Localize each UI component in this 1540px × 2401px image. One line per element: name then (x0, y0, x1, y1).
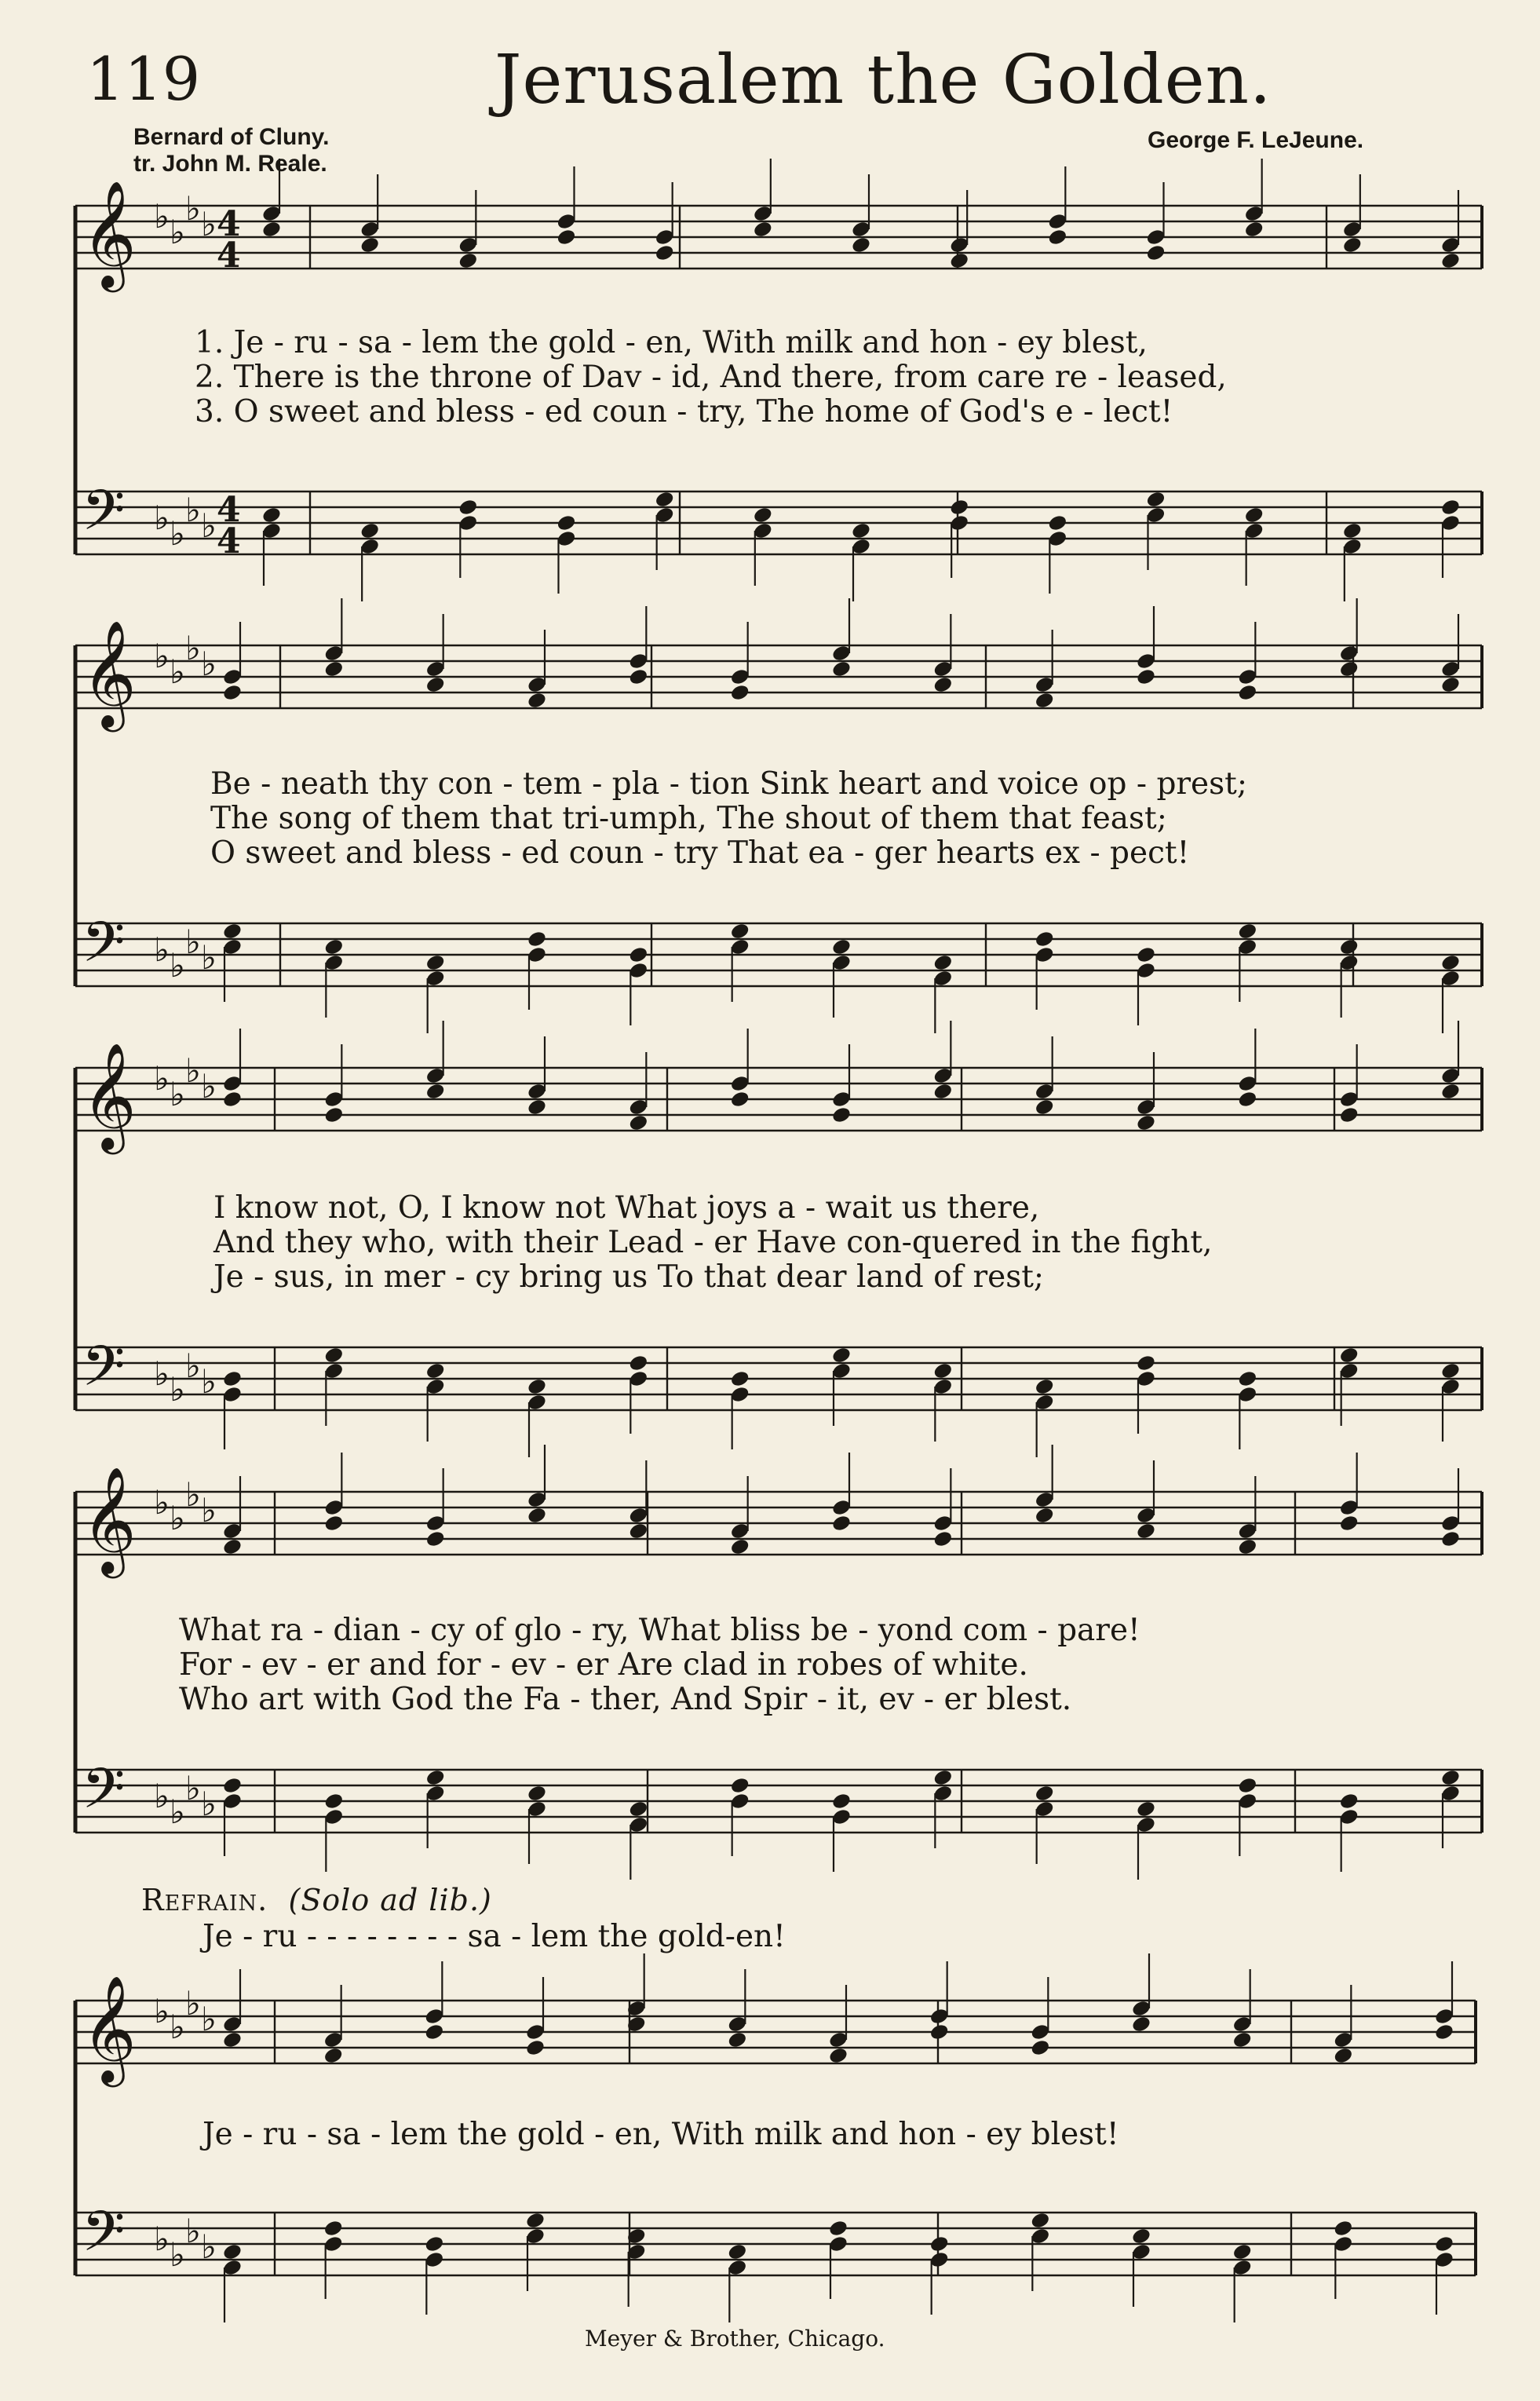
treble-clef: 𝄞 (82, 1041, 137, 1149)
flat-sign: ♭ (154, 637, 170, 675)
treble-clef: 𝄞 (82, 1974, 137, 2082)
note-head (654, 243, 675, 262)
note-head (1338, 660, 1359, 678)
note-head (729, 1090, 750, 1109)
note-head (949, 498, 970, 517)
note-head (458, 498, 479, 517)
note-head (1338, 1514, 1359, 1533)
bass-clef: 𝄢 (82, 478, 126, 557)
note-head (222, 1537, 243, 1556)
note-head (1341, 521, 1363, 540)
note-head (628, 945, 649, 964)
note-head (1237, 1776, 1258, 1795)
note-head (628, 1800, 649, 1818)
note-head (424, 2235, 445, 2253)
note-head (628, 667, 649, 686)
flat-sign: ♭ (154, 2220, 170, 2258)
note-head (1434, 2235, 1455, 2253)
note-head (1136, 1800, 1157, 1818)
note-head (1440, 1529, 1462, 1548)
verse-2-line-1: 2. There is the throne of Dav - id, And there, from care re - leased, (195, 360, 1227, 395)
note-head (556, 228, 577, 247)
note-head (1338, 937, 1359, 956)
note-head (1440, 1768, 1462, 1787)
note-head (1034, 691, 1055, 710)
note-head (628, 1113, 649, 1132)
note-head (831, 1514, 852, 1533)
note-head (1338, 1792, 1359, 1811)
note-head (1243, 220, 1264, 239)
composer-credit: George F. LeJeune. (1148, 127, 1364, 153)
note-head (525, 2038, 546, 2057)
note-head (1243, 506, 1264, 524)
refrain-direction: (Solo ad lib.) (288, 1883, 492, 1917)
note-head (425, 1361, 446, 1380)
bass-clef: 𝄢 (82, 1756, 126, 1835)
note-head (932, 1768, 954, 1787)
flat-sign: ♭ (185, 1475, 201, 1514)
flat-sign: ♭ (201, 2227, 217, 2266)
flat-sign: ♭ (201, 2000, 217, 2038)
flat-sign: ♭ (201, 1067, 217, 1105)
note-head (1232, 2242, 1253, 2261)
note-head (929, 2235, 950, 2253)
note-head (1237, 683, 1258, 702)
note-head (425, 1768, 446, 1787)
note-head (932, 1361, 954, 1380)
flat-sign: ♭ (185, 491, 201, 529)
note-head (424, 2023, 445, 2041)
note-head (527, 1506, 548, 1525)
note-head (527, 1098, 548, 1116)
flat-sign: ♭ (154, 1992, 170, 2030)
note-head (458, 251, 479, 270)
note-head (932, 1082, 954, 1101)
note-head (1440, 498, 1462, 517)
flat-sign: ♭ (170, 2235, 185, 2274)
verse-2-line-2: The song of them that tri-umph, The shout of them that feast; (210, 801, 1167, 836)
note-head (628, 1354, 649, 1372)
page-number: 119 (86, 44, 201, 114)
note-head (527, 930, 548, 948)
time-signature-top: 4 (217, 490, 241, 530)
note-head (729, 922, 750, 941)
note-head (1034, 930, 1055, 948)
note-head (831, 1105, 852, 1124)
note-head (949, 251, 970, 270)
note-head (1131, 2227, 1152, 2246)
hymn-title: Jerusalem the Golden. (494, 41, 1272, 119)
flat-sign: ♭ (154, 1059, 170, 1098)
flat-sign: ♭ (154, 1354, 170, 1393)
flat-sign: ♭ (201, 1491, 217, 1529)
flat-sign: ♭ (170, 514, 185, 553)
note-head (752, 506, 773, 524)
note-head (359, 236, 381, 254)
note-head (729, 1537, 750, 1556)
flat-sign: ♭ (201, 645, 217, 683)
note-head (425, 675, 446, 694)
note-head (1434, 2023, 1455, 2041)
note-head (1440, 675, 1462, 694)
note-head (261, 220, 283, 239)
note-head (1341, 236, 1363, 254)
flat-sign: ♭ (201, 506, 217, 545)
flat-sign: ♭ (185, 1769, 201, 1807)
note-head (1136, 1354, 1157, 1372)
flat-sign: ♭ (154, 1777, 170, 1815)
note-head (932, 1529, 954, 1548)
note-head (932, 953, 954, 972)
flat-sign: ♭ (170, 1075, 185, 1113)
flat-sign: ♭ (185, 923, 201, 961)
note-head (932, 675, 954, 694)
note-head (654, 490, 675, 509)
bass-clef: 𝄢 (82, 1334, 126, 1412)
note-head (1136, 1113, 1157, 1132)
note-head (527, 1784, 548, 1803)
note-head (1136, 667, 1157, 686)
translator-credit: tr. John M. Reale. (133, 151, 327, 177)
verse-3-line-4: Who art with God the Fa - ther, And Spir - it, ev - er blest. (179, 1682, 1072, 1717)
flat-sign: ♭ (154, 930, 170, 969)
note-head (851, 521, 872, 540)
note-head (222, 2030, 243, 2049)
note-head (323, 2219, 344, 2238)
note-head (729, 1369, 750, 1388)
treble-clef: 𝄞 (82, 179, 137, 287)
note-head (222, 1369, 243, 1388)
note-head (1034, 1098, 1055, 1116)
note-head (729, 1776, 750, 1795)
refrain-chorus-lyric: Je - ru - sa - lem the gold - en, With milk and hon - ey blest! (203, 2117, 1119, 2152)
note-head (729, 683, 750, 702)
note-head (222, 1090, 243, 1109)
flat-sign: ♭ (185, 629, 201, 667)
flat-sign: ♭ (170, 1499, 185, 1537)
note-head (1440, 1361, 1462, 1380)
refrain-heading: Refrain. (141, 1883, 268, 1917)
flat-sign: ♭ (170, 1370, 185, 1409)
note-head (222, 922, 243, 941)
note-head (323, 660, 345, 678)
flat-sign: ♭ (170, 2008, 185, 2046)
note-head (527, 1377, 548, 1396)
treble-clef: 𝄞 (82, 1465, 137, 1573)
note-head (425, 1529, 446, 1548)
note-head (727, 2030, 748, 2049)
note-head (1136, 1522, 1157, 1540)
note-head (831, 660, 852, 678)
note-head (323, 1346, 345, 1365)
flat-sign: ♭ (170, 1793, 185, 1831)
publisher-credit: Meyer & Brother, Chicago. (585, 2326, 885, 2352)
note-head (1136, 945, 1157, 964)
note-head (525, 2211, 546, 2230)
note-head (222, 1776, 243, 1795)
time-signature-top: 4 (217, 204, 241, 244)
note-head (359, 521, 381, 540)
note-head (323, 1792, 345, 1811)
note-head (628, 1522, 649, 1540)
note-head (1440, 251, 1462, 270)
note-head (222, 683, 243, 702)
note-head (1333, 2046, 1354, 2065)
verse-1-line-1: 1. Je - ru - sa - lem the gold - en, With milk and hon - ey blest, (195, 325, 1148, 360)
note-head (1047, 228, 1068, 247)
time-signature-bottom: 4 (217, 521, 241, 561)
flat-sign: ♭ (185, 1347, 201, 1385)
note-head (323, 2046, 344, 2065)
note-head (1338, 1105, 1359, 1124)
note-head (222, 2242, 243, 2261)
note-head (1232, 2030, 1253, 2049)
treble-clef: 𝄞 (82, 619, 137, 727)
verse-3-line-3: Je - sus, in mer - cy bring us To that dear land of rest; (213, 1259, 1045, 1295)
flat-sign: ♭ (154, 197, 170, 236)
note-head (831, 1792, 852, 1811)
verse-3-line-1: 3. O sweet and bless - ed coun - try, The home of God's e - lect! (195, 394, 1173, 429)
bass-clef: 𝄢 (82, 2199, 126, 2278)
note-head (1145, 490, 1166, 509)
verse-1-line-2: Be - neath thy con - tem - pla - tion Sink heart and voice op - prest; (210, 766, 1247, 802)
refrain-solo-lyric: Je - ru - - - - - - - - sa - lem the gold-en! (203, 1919, 786, 1954)
flat-sign: ♭ (154, 1483, 170, 1522)
note-head (752, 220, 773, 239)
flat-sign: ♭ (201, 1785, 217, 1823)
flat-sign: ♭ (170, 213, 185, 251)
flat-sign: ♭ (201, 1362, 217, 1401)
note-head (1030, 2211, 1051, 2230)
note-head (261, 506, 283, 524)
note-head (1237, 922, 1258, 941)
note-head (556, 513, 577, 532)
time-signature-bottom: 4 (217, 236, 241, 276)
note-head (1145, 243, 1166, 262)
refrain-label (141, 1883, 492, 1917)
note-head (323, 1514, 345, 1533)
note-head (1131, 2015, 1152, 2034)
note-head (1030, 2038, 1051, 2057)
note-head (1333, 2219, 1354, 2238)
flat-sign: ♭ (185, 1051, 201, 1090)
note-head (1034, 1377, 1055, 1396)
flat-sign: ♭ (185, 189, 201, 228)
note-head (727, 2242, 748, 2261)
note-head (425, 1082, 446, 1101)
note-head (1237, 1369, 1258, 1388)
verse-3-line-2: O sweet and bless - ed coun - try That ea - ger hearts ex - pect! (210, 835, 1190, 871)
bass-clef: 𝄢 (82, 910, 126, 989)
flat-sign: ♭ (170, 652, 185, 691)
note-head (1440, 953, 1462, 972)
note-head (929, 2023, 950, 2041)
flat-sign: ♭ (185, 2212, 201, 2250)
note-head (1237, 1537, 1258, 1556)
note-head (828, 2219, 849, 2238)
note-head (527, 691, 548, 710)
flat-sign: ♭ (154, 499, 170, 537)
verse-2-line-4: For - ev - er and for - ev - er Are clad in robes of white. (179, 1647, 1028, 1683)
note-head (1034, 1784, 1055, 1803)
note-head (1440, 1082, 1462, 1101)
note-head (1047, 513, 1068, 532)
author-credit: Bernard of Cluny. (133, 124, 330, 150)
note-head (851, 236, 872, 254)
flat-sign: ♭ (185, 1984, 201, 2023)
note-head (831, 1346, 852, 1365)
note-head (1237, 1090, 1258, 1109)
note-head (425, 953, 446, 972)
note-head (831, 937, 852, 956)
verse-1-line-4: What ra - dian - cy of glo - ry, What bliss be - yond com - pare! (179, 1613, 1140, 1648)
note-head (323, 1105, 345, 1124)
note-head (1034, 1506, 1055, 1525)
note-head (323, 937, 345, 956)
flat-sign: ♭ (201, 938, 217, 977)
note-head (828, 2046, 849, 2065)
flat-sign: ♭ (170, 946, 185, 985)
note-head (1338, 1346, 1359, 1365)
verse-1-line-3: I know not, O, I know not What joys a - wait us there, (213, 1190, 1040, 1226)
verse-2-line-3: And they who, with their Lead - er Have con-quered in the fight, (213, 1225, 1213, 1260)
flat-sign: ♭ (201, 205, 217, 243)
